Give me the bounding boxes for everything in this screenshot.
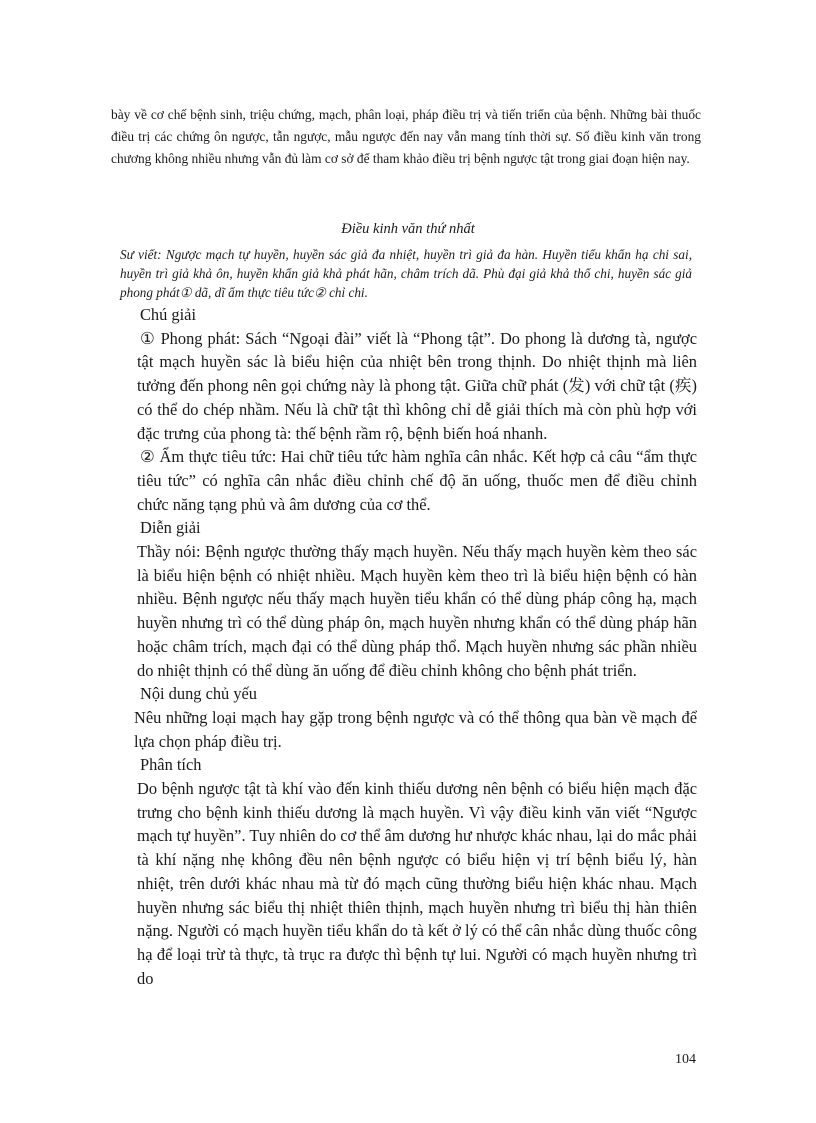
page-number: 104 bbox=[675, 1052, 696, 1067]
intro-paragraph bbox=[111, 104, 701, 170]
main-body bbox=[134, 303, 697, 990]
quote-text: Sư viết: Ngược mạch tự huyền, huyền sác giả đa nhiệt, huyền trì giả đa hàn. Huyền tiểu khẩn hạ chi sai, huyền trì giả khả ôn, huyền khẩn giả khả phát hãn, châm trích dã. Phù đại giả khả thổ chi, huyền sác giả phong phát① dã, dĩ ẩm thực tiêu tức② chỉ chi. bbox=[120, 247, 692, 300]
noi-dung-title: Nội dung chủ yếu bbox=[140, 684, 257, 704]
phan-tich-text: Do bệnh ngược tật tà khí vào đến kinh thiếu dương nên bệnh có biểu hiện mạch đặc trưng cho bệnh kinh thiếu dương là mạch huyền. Vì vậy điều kinh văn viết “Ngược mạch tự huyền”. Tuy nhiên do cơ thể âm dương hư nhược khác nhau, lại do mắc phải tà khí nặng nhẹ không đều nên bệnh ngược có biểu hiện vị trí bệnh biểu lý, hàn nhiệt, trên dưới khác nhau mà từ đó mạch cũng thường biểu hiện khác nhau. Mạch huyền nhưng sác biểu thị nhiệt thiên thịnh, mạch huyền nhưng trì biểu thị hàn thiên nặng. Người có mạch huyền tiểu khẩn do tà kết ở lý có thể cân nhắc dùng thuốc công hạ để loại trừ tà thực, tà trục ra được thì bệnh tự lui. Người có mạch huyền nhưng trì do bbox=[137, 779, 697, 988]
noi-dung-text: Nêu những loại mạch hay gặp trong bệnh ngược và có thể thông qua bàn về mạch để lựa chọn pháp điều trị. bbox=[134, 707, 697, 751]
dien-giai-text: Thầy nói: Bệnh ngược thường thấy mạch huyền. Nếu thấy mạch huyền kèm theo sác là biểu hiện bệnh có nhiệt nhiều. Mạch huyền kèm theo trì là biểu hiện bệnh có hàn nhiều. Bệnh ngược nếu thấy mạch huyền tiểu khẩn có thể dùng pháp công hạ, mạch huyền nhưng trì có thể dùng pháp ôn, mạch huyền nhưng khẩn có thể dùng pháp hãn hoặc châm trích, mạch đại có thể dùng pháp thổ. Mạch huyền nhưng sác phần nhiều do nhiệt thịnh có thể dùng ăn uống để điều chỉnh không cho bệnh phát triển. bbox=[137, 542, 697, 680]
phan-tich-title: Phân tích bbox=[140, 755, 202, 775]
chu-giai-note-1: ① Phong phát: Sách “Ngoại đài” viết là “Phong tật”. Do phong là dương tà, ngược tật mạch huyền sác là biểu hiện của nhiệt bên trong thịnh. Do nhiệt thịnh mà liên tưởng đến phong nên gọi chứng này là phong tật. Giữa chữ phát (发) với chữ tật (疾) có thể do chép nhầm. Nếu là chữ tật thì không chỉ dễ giải thích mà còn phù hợp với đặc trưng của phong tà: thế bệnh rầm rộ, bệnh biến hoá nhanh. bbox=[137, 328, 697, 443]
dien-giai-title: Diễn giải bbox=[140, 518, 201, 538]
quoted-classical-text bbox=[120, 245, 692, 302]
chu-giai-note-2: ② Ẩm thực tiêu tức: Hai chữ tiêu tức hàm nghĩa cân nhắc. Kết hợp cả câu “ẩm thực tiêu tức” có nghĩa cân nhắc điều chỉnh chế độ ăn uống, thuốc men để điều chỉnh chức năng tạng phủ và âm dương của cơ thể. bbox=[137, 447, 697, 514]
section-heading: Điều kinh văn thứ nhất bbox=[341, 221, 475, 237]
chu-giai-title: Chú giải bbox=[140, 305, 196, 324]
intro-text: bày về cơ chế bệnh sinh, triệu chứng, mạch, phân loại, pháp điều trị và tiến triển của bệnh. Những bài thuốc điều trị các chứng ôn ngược, tẫn ngược, mẫu ngược đến nay vẫn mang tính thời sự. Số điều kinh văn trong chương không nhiều nhưng vẫn đủ làm cơ sở để tham khảo điều trị bệnh ngược tật trong giai đoạn hiện nay. bbox=[111, 107, 701, 166]
